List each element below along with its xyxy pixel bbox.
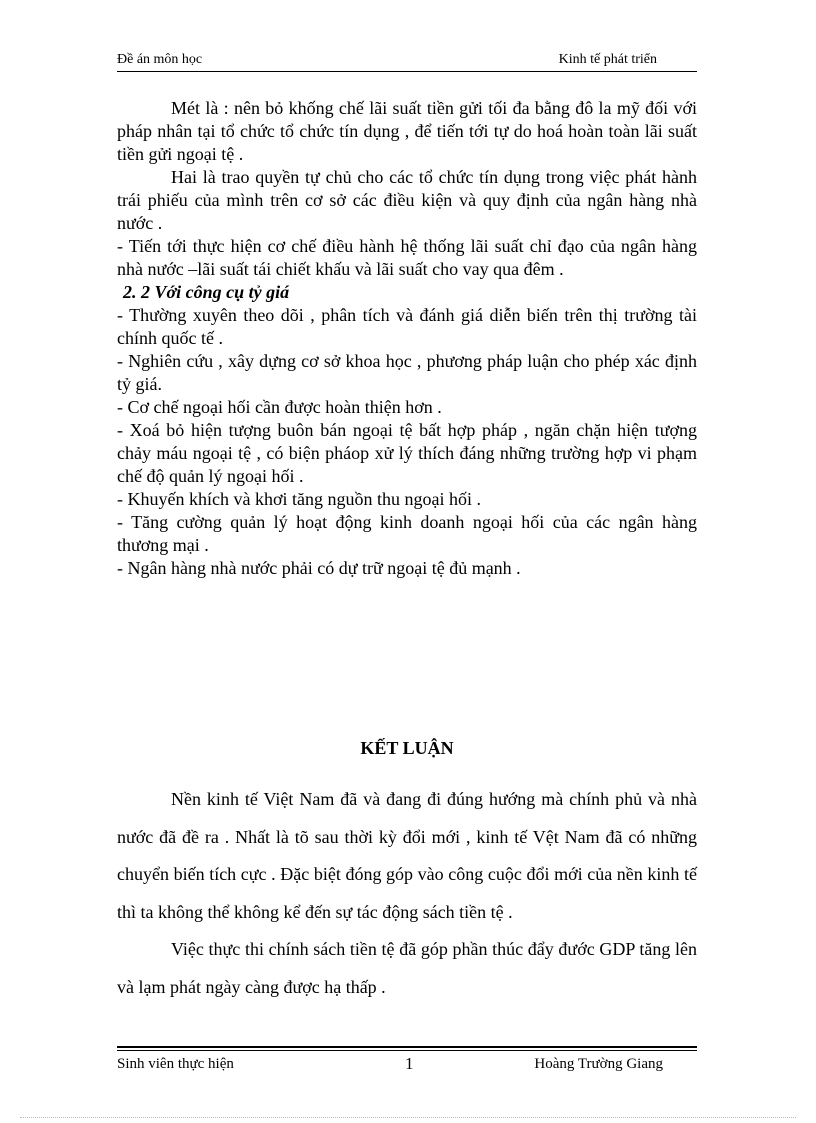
paragraph-mot: Mét là : nên bỏ khống chế lãi suất tiền gửi tối đa bằng đô la mỹ đối với pháp nhân tại tổ chức tổ chức tín dụng , để tiến tới tự do hoá hoàn toàn lãi suất tiền gửi ngoại tệ . [117,98,697,164]
list-item: - Xoá bỏ hiện tượng buôn bán ngoại tệ bất hợp pháp , ngăn chặn hiện tượng chảy máu ngoại tệ , có biện pháop xử lý thích đáng những trường hợp vi phạm chế độ quản lý ngoại hối . [117,420,697,486]
list-item: - Khuyến khích và khơi tăng nguồn thu ngoại hối . [117,489,481,509]
page-bottom-edge [20,1117,796,1118]
list-item: - Thường xuyên theo dõi , phân tích và đánh giá diễn biến trên thị trường tài chính quốc tế . [117,305,697,348]
footer-divider-thin [117,1050,697,1051]
header-left-text: Đề án môn học [117,52,203,67]
list-item: - Cơ chế ngoại hối cần được hoàn thiện hơn . [117,397,442,417]
conclusion-paragraph: Việc thực thi chính sách tiền tệ đã góp phần thúc đẩy đước GDP tăng lên và lạm phát ngày càng được hạ thấp . [117,939,697,997]
page-footer [117,1053,697,1077]
paragraph-tien-toi: - Tiến tới thực hiện cơ chế điều hành hệ thống lãi suất chỉ đạo của ngân hàng nhà nước –lãi suất tái chiết khấu và lãi suất cho vay qua đêm . [117,236,697,279]
footer-right-text: Hoàng Trường Giang [534,1056,663,1072]
list-item: - Ngân hàng nhà nước phải có dự trữ ngoại tệ đủ mạnh . [117,558,521,578]
conclusion-paragraph: Nền kinh tế Việt Nam đã và đang đi đúng hướng mà chính phủ và nhà nước đã đề ra . Nhất là tõ sau thời kỳ đổi mới , kinh tế Vệt Nam đã có những chuyển biến tích cực . Đặc biệt đóng góp vào công cuộc đổi mới của nền kinh tế thì ta không thể không kể đến sự tác động sách tiền tệ . [117,789,697,922]
footer-left-text: Sinh viên thực hiện [117,1056,234,1072]
page-header [117,52,697,72]
header-divider [117,71,697,72]
paragraph-hai: Hai là trao quyền tự chủ cho các tổ chức tín dụng trong việc phát hành trái phiếu của mình trên cơ sở các điều kiện và quy định của ngân hàng nhà nước . [117,167,697,233]
conclusion-title: KẾT LUẬN [360,738,454,758]
document-body [117,97,697,580]
section-subheading: 2. 2 Với công cụ tỷ giá [123,282,290,302]
list-item: - Nghiên cứu , xây dựng cơ sở khoa học , phương pháp luận cho phép xác định tỷ giá. [117,351,697,394]
conclusion-section [117,738,697,1006]
header-right-text: Kinh tế phát triển [558,52,657,67]
list-item: - Tăng cường quản lý hoạt động kinh doanh ngoại hối của các ngân hàng thương mại . [117,512,697,555]
footer-divider [117,1046,697,1048]
page-number: 1 [405,1054,414,1073]
